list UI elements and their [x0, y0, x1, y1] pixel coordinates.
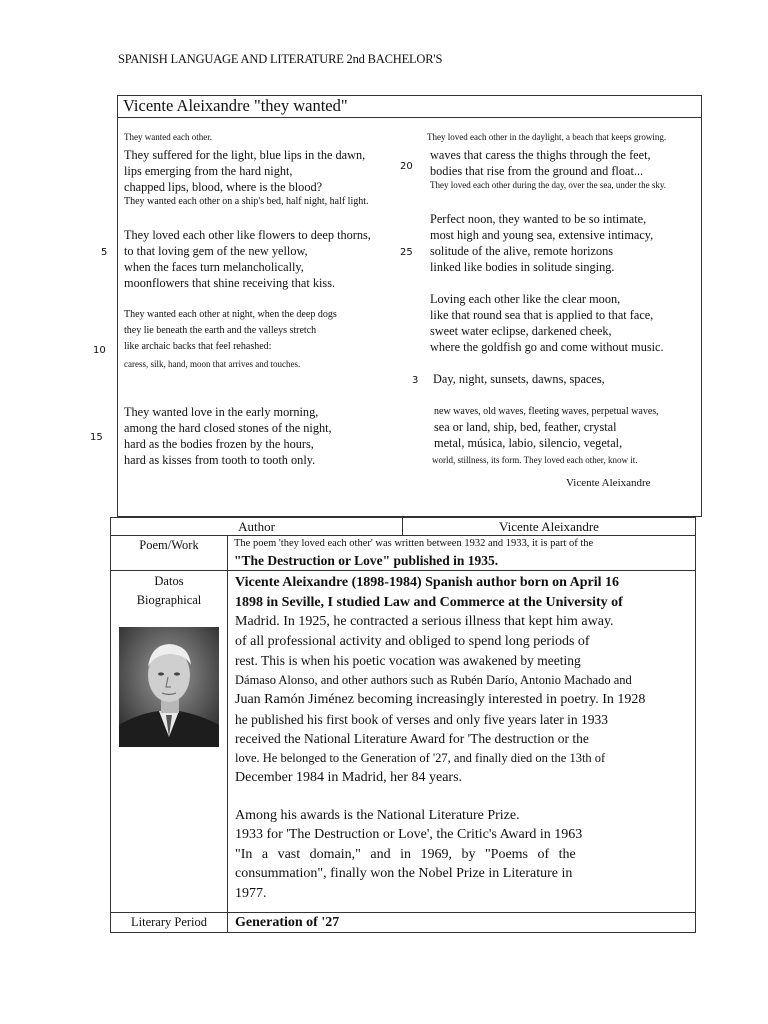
- work-cell: [228, 536, 696, 571]
- poem-line: They wanted each other on a ship's bed, half night, half light.: [124, 196, 369, 207]
- poem-line: among the hard closed stones of the night,: [124, 421, 332, 435]
- poem-line: Day, night, sunsets, dawns, spaces,: [433, 372, 605, 386]
- bio-label-line2: Biographical: [136, 593, 202, 607]
- poem-line: They wanted each other.: [124, 132, 212, 142]
- poem-line: where the goldfish go and come without music.: [430, 340, 664, 354]
- poem-line: like archaic backs that feel rehashed:: [124, 341, 272, 352]
- poem-line: metal, música, labio, silencio, vegetal,: [434, 436, 623, 450]
- line-number: 3: [412, 375, 419, 386]
- period-value: Generation of '27: [228, 913, 696, 933]
- bio-line: Madrid. In 1925, he contracted a serious illness that kept him away.: [235, 614, 614, 629]
- poem-line: They wanted each other at night, when the deep dogs: [124, 309, 337, 320]
- poem-line: They loved each other during the day, over the sea, under the sky.: [430, 180, 666, 190]
- bio-line: Dámaso Alonso, and other authors such as Rubén Darío, Antonio Machado and: [235, 672, 632, 687]
- awards-line: consummation", finally won the Nobel Prize in Literature in: [235, 866, 573, 881]
- work-description: The poem 'they loved each other' was written between 1932 and 1933, it is part of the: [234, 538, 594, 549]
- line-number: 25: [400, 247, 413, 258]
- bio-cell: [228, 571, 696, 913]
- poem-line: sea or land, ship, bed, feather, crystal: [434, 420, 617, 434]
- awards-line: 1933 for 'The Destruction or Love', the Critic's Award in 1963: [235, 827, 583, 842]
- poem-line: most high and young sea, extensive intimacy,: [430, 228, 654, 242]
- poem-line: Loving each other like the clear moon,: [430, 292, 621, 306]
- line-number: 5: [101, 247, 108, 258]
- work-label: Poem/Work: [111, 536, 228, 571]
- poem-line: to that loving gem of the new yellow,: [124, 244, 308, 258]
- bio-line: Vicente Aleixandre (1898-1984) Spanish author born on April 16: [235, 575, 620, 590]
- line-number: 20: [400, 161, 413, 172]
- poem-line: Perfect noon, they wanted to be so intimate,: [430, 212, 647, 226]
- document-header: SPANISH LANGUAGE AND LITERATURE 2nd BACHELOR'S: [118, 52, 443, 66]
- poem-line: sweet water eclipse, darkened cheek,: [430, 324, 612, 338]
- poem-line: caress, silk, hand, moon that arrives and touches.: [124, 359, 301, 369]
- work-row: [111, 536, 696, 571]
- line-number: 15: [90, 432, 103, 443]
- bio-line: Juan Ramón Jiménez becoming increasingly interested in poetry. In 1928: [235, 692, 646, 707]
- poem-line: solitude of the alive, remote horizons: [430, 244, 614, 258]
- poem-line: They loved each other in the daylight, a beach that keeps growing.: [427, 132, 667, 142]
- poem-line: linked like bodies in solitude singing.: [430, 260, 615, 274]
- awards-line: 1977.: [235, 885, 267, 901]
- work-title: "The Destruction or Love" published in 1935.: [234, 553, 499, 568]
- poem-title-divider: [117, 117, 702, 118]
- portrait-photo-icon: [119, 627, 219, 747]
- bio-line: he published his first book of verses and only five years later in 1933: [235, 711, 609, 727]
- poem-line: They suffered for the light, blue lips in the dawn,: [124, 148, 366, 162]
- author-label: Author: [111, 518, 403, 536]
- bio-line: 1898 in Seville, I studied Law and Commerce at the University of: [235, 594, 623, 610]
- awards-line: "In a vast domain," and in 1969, by "Poems of the: [235, 846, 576, 862]
- author-value: Vicente Aleixandre: [403, 518, 696, 536]
- bio-row: [111, 571, 696, 913]
- poem-line: chapped lips, blood, where is the blood?: [124, 180, 323, 194]
- bio-line: of all professional activity and obliged to spend long periods of: [235, 633, 590, 649]
- poem-line: when the faces turn melancholically,: [124, 260, 304, 274]
- period-label: Literary Period: [111, 913, 228, 933]
- line-number: 10: [93, 345, 106, 356]
- period-row: [111, 913, 696, 933]
- bio-line: love. He belonged to the Generation of '27, and finally died on the 13th of: [235, 750, 606, 765]
- poem-line: moonflowers that shine receiving that kiss.: [124, 276, 336, 290]
- poem-line: bodies that rise from the ground and float...: [430, 164, 644, 178]
- poem-line: like that round sea that is applied to that face,: [430, 308, 654, 322]
- bio-line: rest. This is when his poetic vocation was awakened by meeting: [235, 653, 581, 668]
- poem-line: new waves, old waves, fleeting waves, perpetual waves,: [434, 406, 659, 417]
- awards-line: Among his awards is the National Literature Prize.: [235, 807, 520, 823]
- author-info-table: [110, 517, 696, 933]
- bio-line: December 1984 in Madrid, her 84 years.: [235, 770, 463, 785]
- poem-line: world, stillness, its form. They loved each other, know it.: [432, 455, 638, 465]
- poem-line: waves that caress the thighs through the feet,: [430, 148, 651, 162]
- author-row: [111, 518, 696, 536]
- poem-title: Vicente Aleixandre "they wanted": [123, 96, 348, 115]
- bio-line: received the National Literature Award for 'The destruction or the: [235, 731, 589, 746]
- bio-label-cell: [111, 571, 228, 913]
- bio-label-line1: Datos: [154, 574, 184, 588]
- poem-line: they lie beneath the earth and the valleys stretch: [124, 325, 317, 336]
- poem-line: They wanted love in the early morning,: [124, 405, 319, 419]
- poem-line: hard as the bodies frozen by the hours,: [124, 437, 314, 451]
- poem-line: They loved each other like flowers to deep thorns,: [124, 228, 371, 242]
- poem-line: lips emerging from the hard night,: [124, 164, 293, 178]
- poem-line: hard as kisses from tooth to tooth only.: [124, 453, 316, 467]
- poem-signature: Vicente Aleixandre: [566, 477, 651, 489]
